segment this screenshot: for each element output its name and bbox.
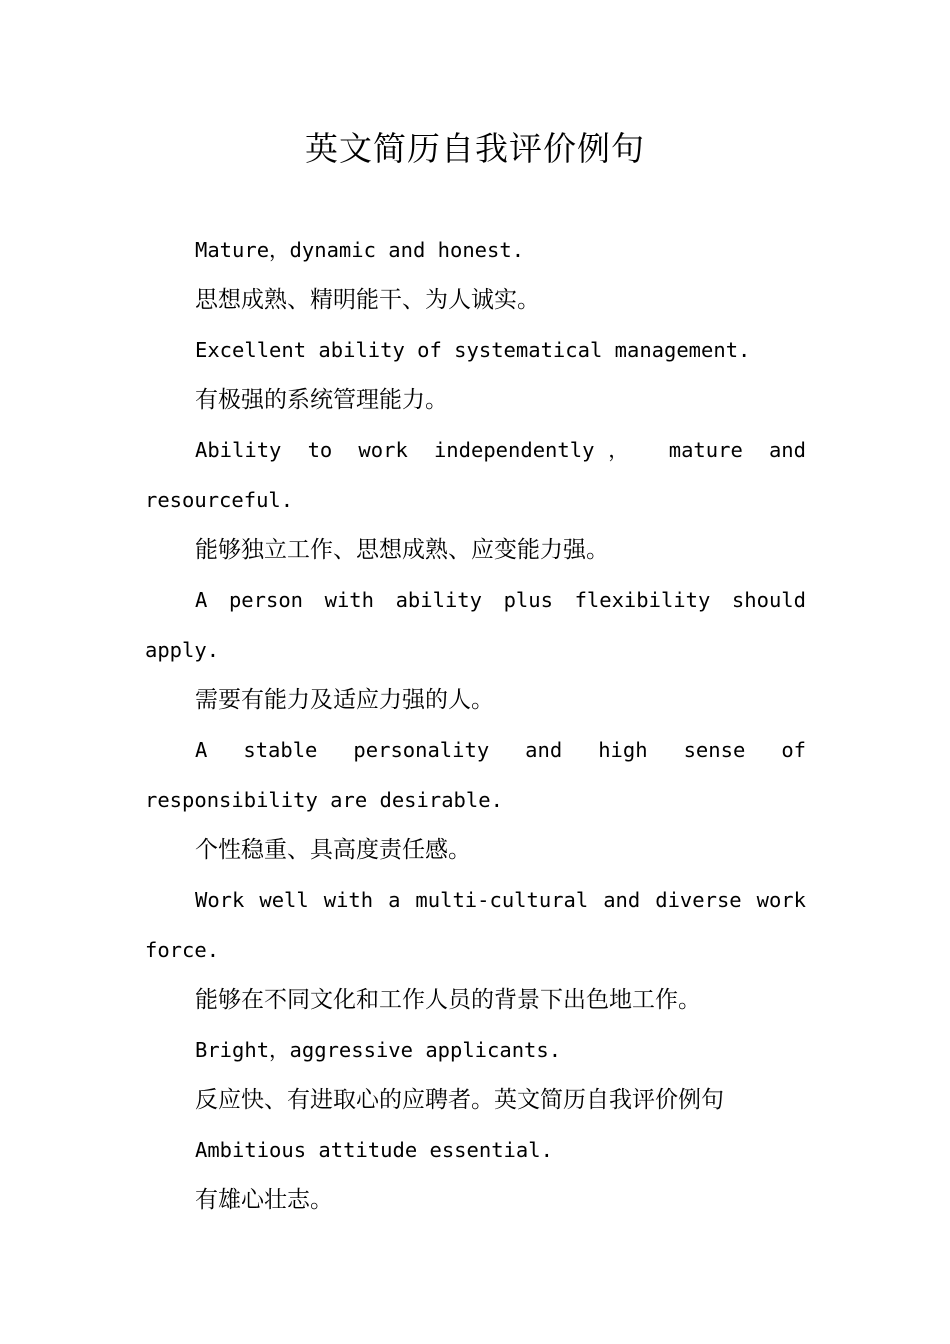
paragraph-english: A person with ability plus flexibility should apply. [145,588,806,662]
paragraph-english: Excellent ability of systematical management. [195,338,751,362]
paragraph-chinese: 有极强的系统管理能力。 [195,387,448,413]
document-body [145,225,806,1225]
paragraph-english: Bright，aggressive applicants. [195,1038,562,1062]
paragraph-chinese: 思想成熟、精明能干、为人诚实。 [195,287,540,313]
paragraph-english: Ability to work independently， mature and resourceful. [145,438,806,512]
document-title: 英文简历自我评价例句 [305,129,645,168]
paragraph-english: A stable personality and high sense of responsibility are desirable. [145,738,806,812]
paragraph-chinese: 个性稳重、具高度责任感。 [195,837,471,863]
paragraph-chinese: 有雄心壮志。 [195,1187,333,1213]
paragraph-chinese: 需要有能力及适应力强的人。 [195,687,494,713]
paragraph-english: Ambitious attitude essential. [195,1138,553,1162]
paragraph-english: Mature，dynamic and honest. [195,238,525,262]
paragraph-chinese: 能够独立工作、思想成熟、应变能力强。 [195,537,609,563]
paragraph-chinese: 反应快、有进取心的应聘者。英文简历自我评价例句 [195,1087,724,1113]
paragraph-english: Work well with a multi-cultural and diverse work force. [145,888,806,962]
paragraph-chinese: 能够在不同文化和工作人员的背景下出色地工作。 [195,987,701,1013]
